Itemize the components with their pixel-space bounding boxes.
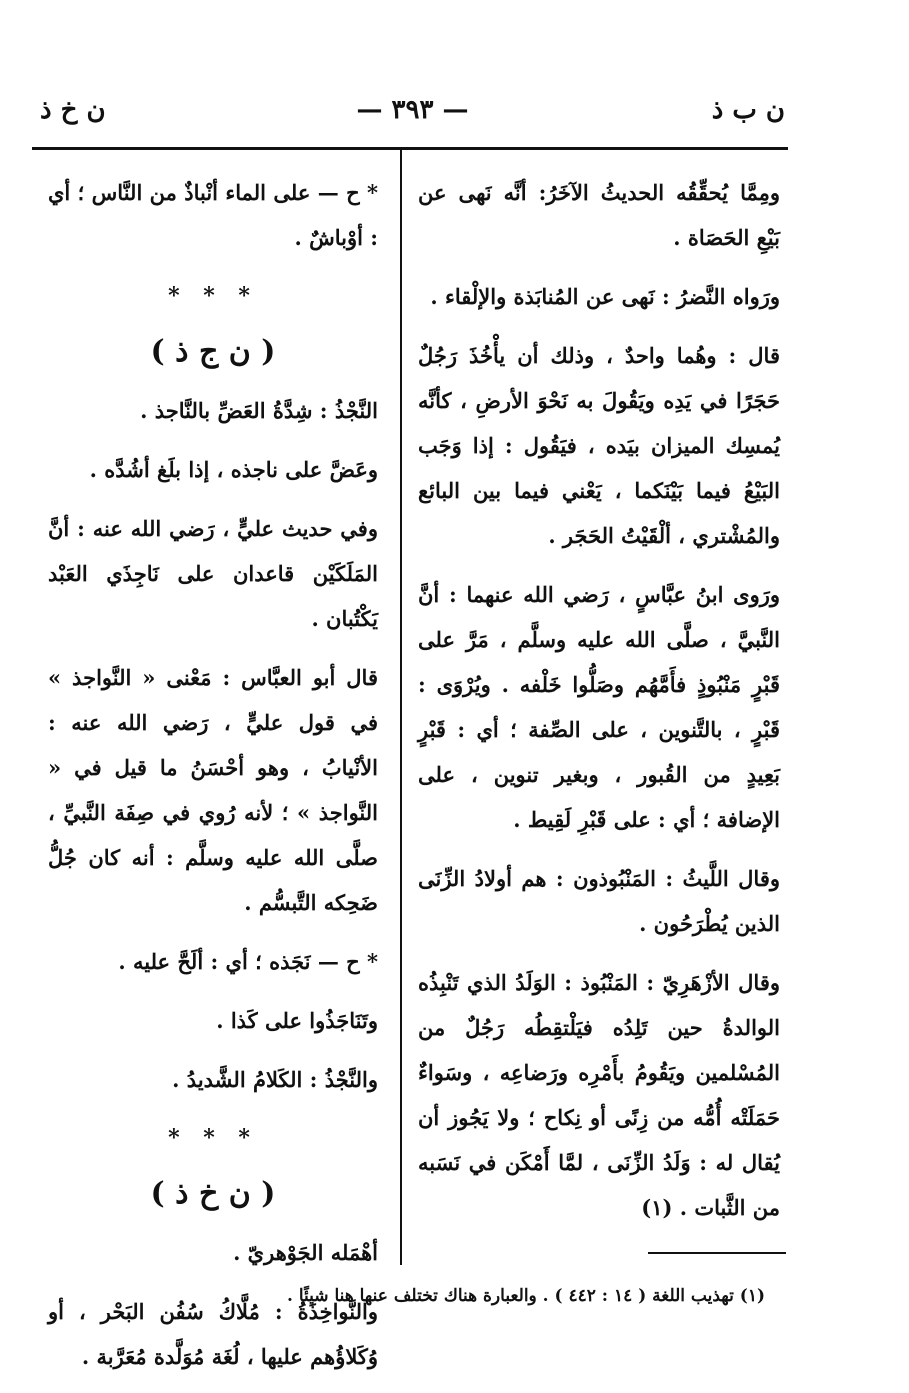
page-header xyxy=(40,95,785,135)
footnote-rule xyxy=(648,1252,786,1254)
header-root-left: ن خ ذ xyxy=(40,95,106,125)
right-paragraph: ورَواه النَّضرُ : نَهى عن المُنابَذة والإلْقاء . xyxy=(430,284,780,309)
header-rule xyxy=(32,147,788,150)
section-separator: * * * xyxy=(168,283,258,309)
section-separator: * * * xyxy=(168,1125,258,1151)
right-paragraph: وقال اللَّيثُ : المَنْبُوذون : هم أولادُ الزِّنَى الذين يُطْرَحُون . xyxy=(418,866,780,936)
column-divider xyxy=(400,150,402,1265)
left-column xyxy=(48,170,378,1393)
left-paragraph: وعَضَّ على ناجذه ، إذا بلَغ أشُدَّه . xyxy=(89,457,378,482)
left-paragraph: وفي حديث عليٍّ ، رَضي الله عنه : أنَّ المَلَكَيْن قاعدان على نَاجِذَي العَبْد يَكْتُبان . xyxy=(48,516,378,631)
right-paragraph: قال : وهُما واحدٌ ، وذلك أن يأْخُذَ رَجُلٌ حَجَرًا في يَدِه ويَقُولَ به نَحْوَ الأرضِ ، كأنَّه يُمسِك الميزان بيَده ، فيَقُول : إذا وَجَب البَيْعُ فيما بَيْنَكما ، يَعْني فيما بين البائع والمُشْتري ، ألْقَيْتُ الحَجَر . xyxy=(418,343,780,548)
left-paragraph: قال أبو العبَّاس : مَعْنى « النَّواجذ » في قول عليٍّ ، رَضي الله عنه : الأنْيابُ ، وهو أحْسَنُ ما قيل في « النَّواجذ » ؛ لأنه رُوي في صِفَة النَّبيِّ ، صلَّى الله عليه وسلَّم : أنه كان جُلُّ ضَحِكه التَّبسُّم . xyxy=(48,665,378,915)
entry-heading: ( ن خ ذ ) xyxy=(150,1176,276,1211)
footnote: (١) تهذيب اللغة ( ١٤ : ٤٤٢ ) . والعبارة هناك تختلف عنها هنا شيئًا . xyxy=(287,1286,765,1306)
right-paragraph: وقال الأزْهَرِيّ : المَنْبُوذ : الوَلَدُ الذي تَنْبِذُه الوالدةُ حين تَلِدُه فيَلْتقِطُه رَجُلٌ من المُسْلمين ويَقُومُ بأَمْرِه ورَضاعِه ، وسَواءٌ حَمَلَتْه أُمُّه من زِنًى أو نِكاح ؛ ولا يَجُوز أن يُقال له : وَلَدُ الزِّنَى ، لمَّا أَمْكَن في نَسَبه من الثَّبات . (١) xyxy=(418,970,780,1220)
left-paragraph: النَّجْذُ : شِدَّةُ العَضِّ بالنَّاجذ . xyxy=(140,398,378,423)
right-column xyxy=(418,170,780,1244)
header-root-right: ن ب ذ xyxy=(711,95,785,125)
page-number: — ٣٩٣ — xyxy=(356,95,469,125)
left-paragraph: أهْمَله الجَوْهريّ . xyxy=(233,1240,378,1265)
right-paragraph: ومِمَّا يُحقِّقُه الحديثُ الآخَرُ: أنَّه نَهى عن بَيْعِ الحَصَاة . xyxy=(418,180,780,250)
entry-heading: ( ن ج ذ ) xyxy=(150,334,276,369)
left-paragraph: والنَّجْذُ : الكَلامُ الشَّديدُ . xyxy=(172,1067,378,1092)
left-paragraph: * ح — نَجَذه ؛ أي : ألَحَّ عليه . xyxy=(118,949,378,974)
right-paragraph: ورَوى ابنُ عبَّاسٍ ، رَضي الله عنهما : أنَّ النَّبيَّ ، صلَّى الله عليه وسلَّم ، مَرَّ على قَبْرٍ مَنْبُوذٍ فأَمَّهُم وصَلُّوا خَلْفه . ويُرْوَى : قَبْرٍ ، بالتَّنوين ، على الصِّفة ؛ أي : قَبْرٍ بَعِيدٍ من القُبور ، وبغير تنوين ، على الإضافة ؛ أي : على قَبْرِ لَقِيط . xyxy=(418,582,780,832)
left-paragraph: * ح — على الماء أنْباذٌ من النَّاس ؛ أي : أوْباشٌ . xyxy=(48,180,378,250)
left-paragraph: وتَنَاجَذُوا على كَذا . xyxy=(216,1008,378,1033)
left-paragraph: والنَّواخِذَةُ : مُلَّاكُ سُفُن البَحْر ، أو وُكَلاؤُهم عليها ، لُغَة مُوَلَّدة مُعَرَّبة . xyxy=(48,1299,378,1369)
